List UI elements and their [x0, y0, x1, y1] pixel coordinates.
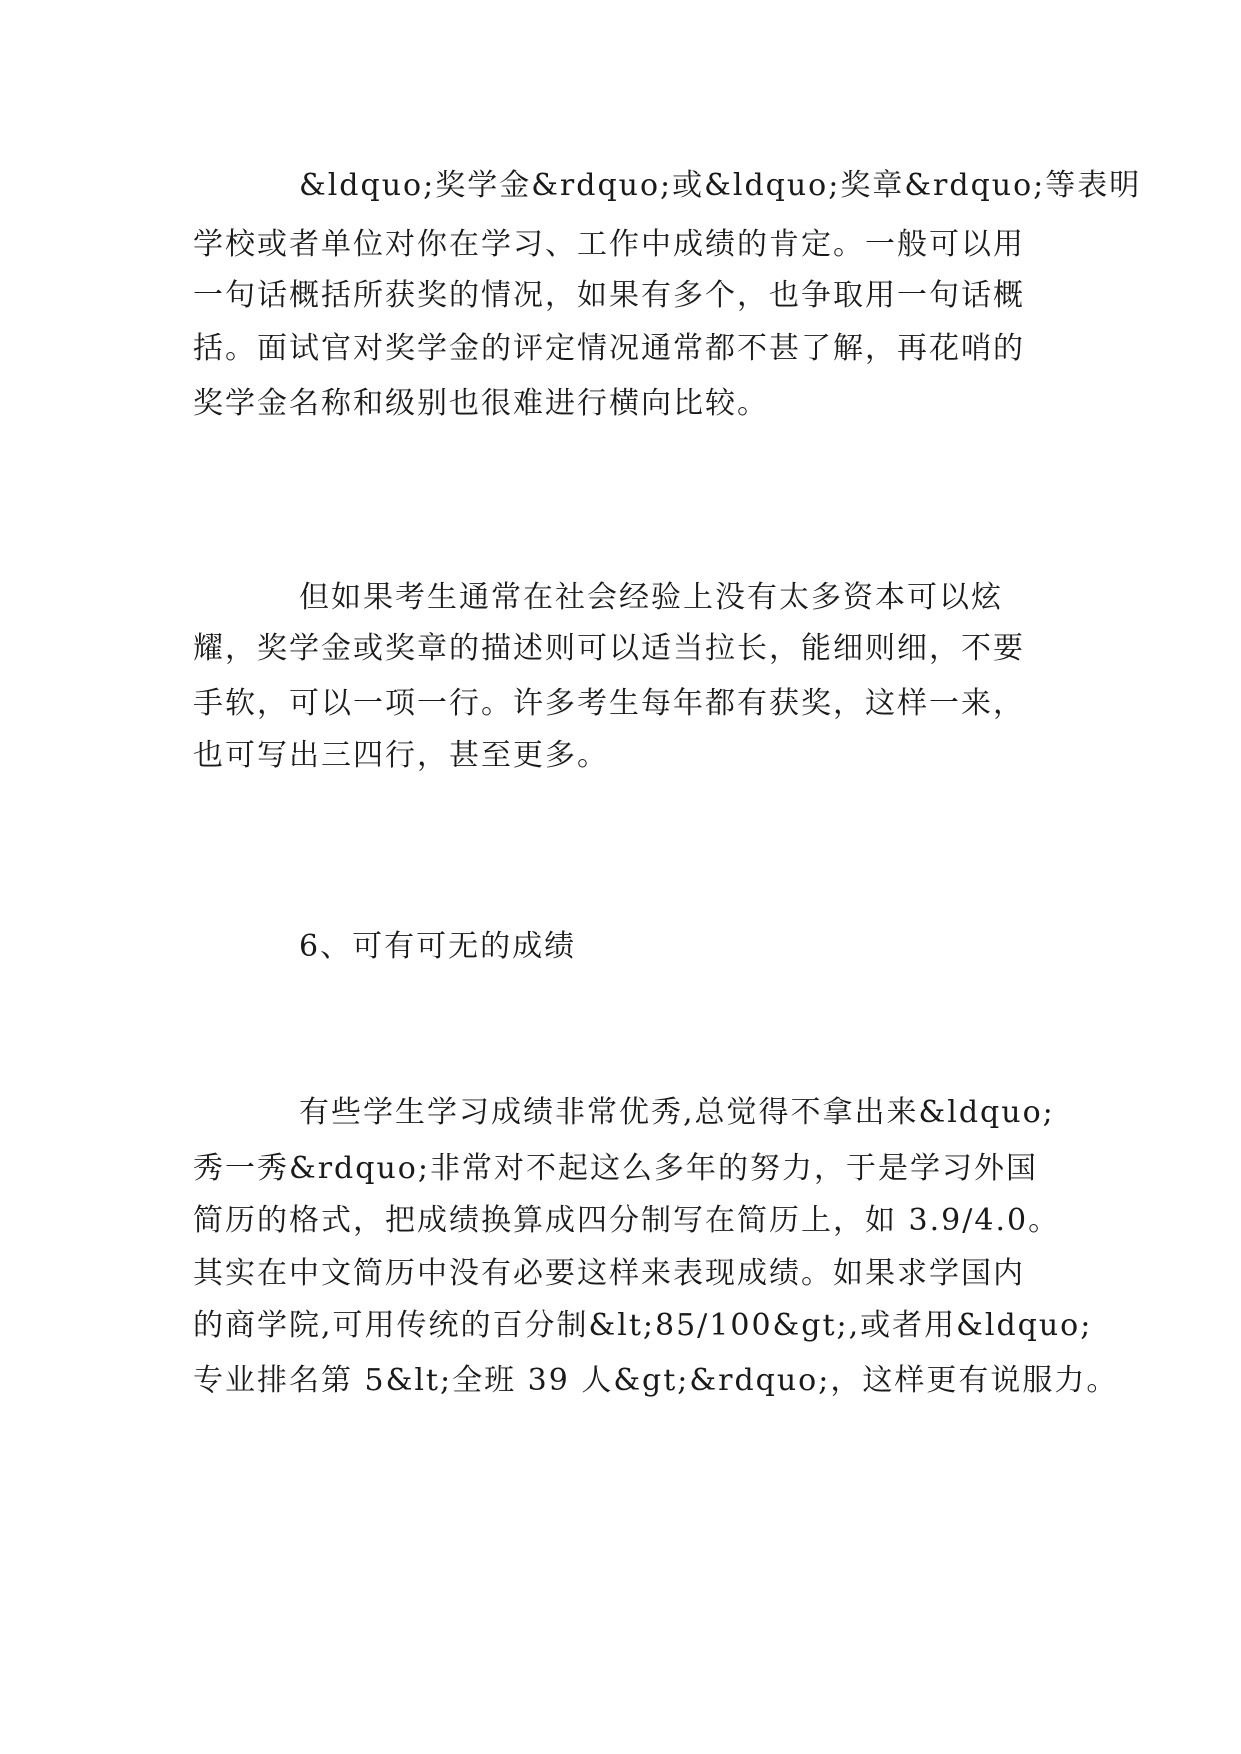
text-line: 括。面试官对奖学金的评定情况通常都不甚了解，再花哨的: [193, 331, 1025, 366]
text-line: 有些学生学习成绩非常优秀,总觉得不拿出来&ldquo;: [299, 1095, 1055, 1130]
text-line: 秀一秀&rdquo;非常对不起这么多年的努力，于是学习外国: [193, 1151, 1038, 1186]
text-line: 的商学院,可用传统的百分制&lt;85/100&gt;,或者用&ldquo;: [193, 1308, 1093, 1343]
text-line: 简历的格式，把成绩换算成四分制写在简历上，如 3.9/4.0。: [193, 1203, 1061, 1238]
text-line: &ldquo;奖学金&rdquo;或&ldquo;奖章&rdquo;等表明: [299, 168, 1142, 203]
text-line: 手软，可以一项一行。许多考生每年都有获奖，这样一来，: [193, 686, 1025, 721]
text-line: 但如果考生通常在社会经验上没有太多资本可以炫: [299, 580, 1003, 615]
text-line: 专业排名第 5&lt;全班 39 人&gt;&rdquo;，这样更有说服力。: [193, 1363, 1119, 1398]
section-heading-text: 6、可有可无的成绩: [299, 929, 577, 964]
text-line: 一句话概括所获奖的情况，如果有多个，也争取用一句话概: [193, 278, 1025, 313]
text-line: 其实在中文简历中没有必要这样来表现成绩。如果求学国内: [193, 1256, 1025, 1291]
text-line: 学校或者单位对你在学习、工作中成绩的肯定。一般可以用: [193, 227, 1025, 262]
text-line: 耀，奖学金或奖章的描述则可以适当拉长，能细则细，不要: [193, 631, 1025, 666]
text-line: 奖学金名称和级别也很难进行横向比较。: [193, 386, 769, 421]
text-line: 也可写出三四行，甚至更多。: [193, 738, 609, 773]
